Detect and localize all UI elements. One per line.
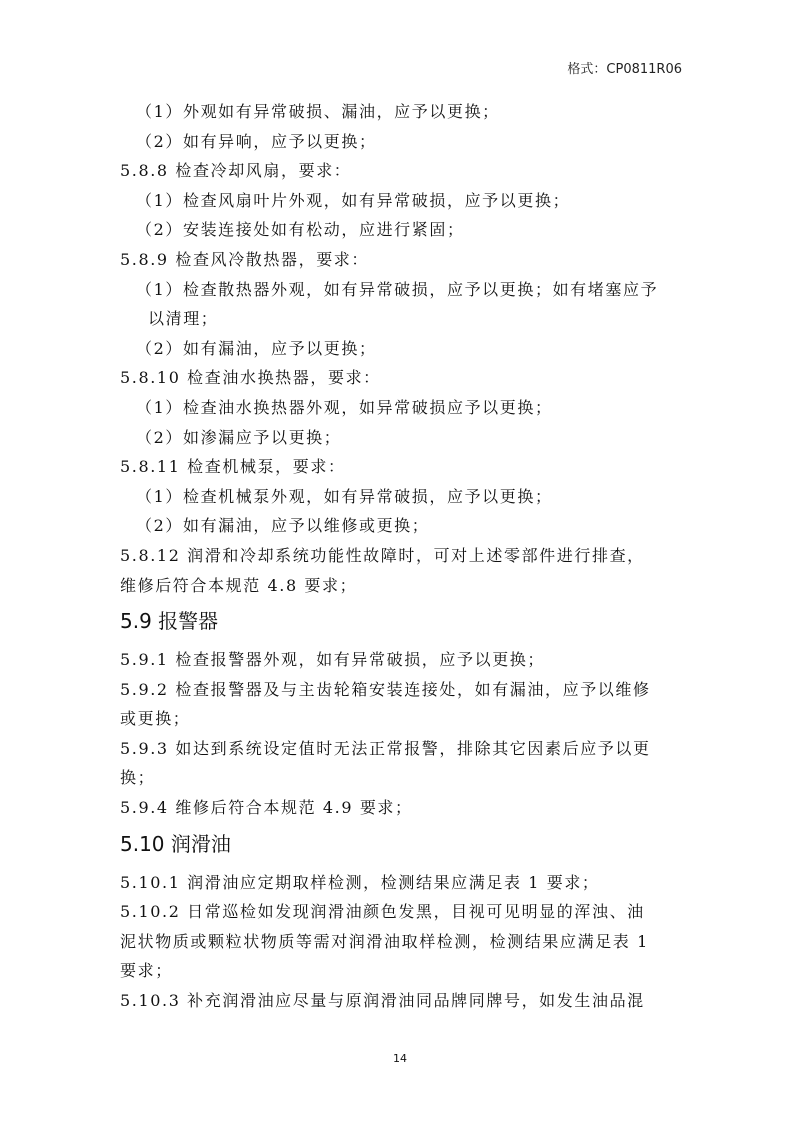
clause-5-8-11: 5.8.11 检查机械泵，要求： (120, 457, 346, 477)
clause-5-9-3-continuation: 换； (120, 768, 156, 788)
section-heading-5-10: 5.10 润滑油 (120, 831, 231, 856)
document-body (120, 97, 690, 1016)
list-item-continuation: 以清理； (148, 309, 219, 329)
document-format-code: 格式：CP0811R06 (567, 62, 682, 77)
clause-5-8-9: 5.8.9 检查风冷散热器，要求： (120, 249, 369, 269)
clause-5-9-3: 5.9.3 如达到系统设定值时无法正常报警，排除其它因素后应予以更 (120, 738, 651, 758)
clause-5-10-1: 5.10.1 润滑油应定期取样检测，检测结果应满足表 1 要求； (120, 872, 600, 892)
list-item: （2）如有异响，应予以更换； (136, 131, 377, 151)
list-item: （1）检查机械泵外观，如有异常破损，应予以更换； (136, 486, 553, 506)
clause-5-8-8: 5.8.8 检查冷却风扇，要求： (120, 161, 352, 181)
clause-5-8-12: 5.8.12 润滑和冷却系统功能性故障时，可对上述零部件进行排查， (120, 545, 645, 565)
clause-5-10-2: 5.10.2 日常巡检如发现润滑油颜色发黑，目视可见明显的浑浊、油 (120, 902, 645, 922)
clause-5-10-2-continuation: 要求； (120, 961, 173, 981)
list-item: （2）如渗漏应予以更换； (136, 427, 342, 447)
clause-5-9-2: 5.9.2 检查报警器及与主齿轮箱安装连接处，如有漏油，应予以维修 (120, 679, 651, 699)
clause-5-8-10: 5.8.10 检查油水换热器，要求： (120, 368, 381, 388)
list-item: （1）外观如有异常破损、漏油，应予以更换； (136, 102, 500, 121)
list-item: （2）安装连接处如有松动，应进行紧固； (136, 220, 465, 240)
section-heading-5-9: 5.9 报警器 (120, 609, 219, 634)
list-item: （2）如有漏油，应予以更换； (136, 338, 377, 358)
clause-5-9-1: 5.9.1 检查报警器外观，如有异常破损，应予以更换； (120, 650, 545, 670)
list-item: （1）检查风扇叶片外观，如有异常破损，应予以更换； (136, 190, 571, 210)
page-number: 14 (393, 1052, 407, 1065)
clause-5-8-12-continuation: 维修后符合本规范 4.8 要求； (120, 575, 358, 595)
clause-5-10-2-continuation: 泥状物质或颗粒状物质等需对润滑油取样检测，检测结果应满足表 1 (120, 931, 649, 951)
list-item: （2）如有漏油，应予以维修或更换； (136, 516, 430, 536)
clause-5-9-2-continuation: 或更换； (120, 709, 191, 729)
clause-5-10-3: 5.10.3 补充润滑油应尽量与原润滑油同品牌同牌号，如发生油品混 (120, 991, 645, 1011)
list-item: （1）检查散热器外观，如有异常破损，应予以更换；如有堵塞应予 (136, 279, 659, 299)
clause-5-9-4: 5.9.4 维修后符合本规范 4.9 要求； (120, 798, 413, 818)
list-item: （1）检查油水换热器外观，如异常破损应予以更换； (136, 397, 553, 417)
